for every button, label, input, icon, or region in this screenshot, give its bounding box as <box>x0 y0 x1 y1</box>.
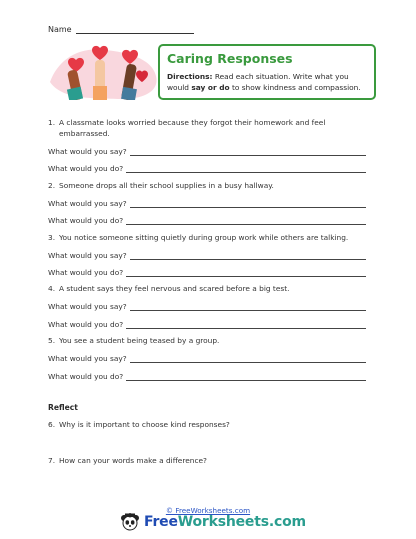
do-label: What would you do? <box>48 164 124 173</box>
name-label: Name <box>48 25 72 34</box>
question-number: 4. <box>48 284 56 293</box>
answer-say-1 <box>48 147 366 156</box>
say-label: What would you say? <box>48 147 127 156</box>
answer-do-3 <box>48 268 366 277</box>
reflect-question-7 <box>48 456 364 467</box>
say-label: What would you say? <box>48 354 127 363</box>
do-label: What would you do? <box>48 268 124 277</box>
answer-do-1 <box>48 164 366 173</box>
answer-say-3 <box>48 251 366 260</box>
reflect-heading: Reflect <box>48 403 78 412</box>
question-3 <box>48 233 364 244</box>
question-number: 7. <box>48 456 56 465</box>
say-label: What would you say? <box>48 302 127 311</box>
question-text: A student says they feel nervous and scared before a big test. <box>59 284 290 293</box>
question-text: Why is it important to choose kind responses? <box>59 420 230 429</box>
answer-do-2 <box>48 216 366 225</box>
question-1 <box>48 118 364 139</box>
title-box <box>158 44 376 100</box>
say-answer-line[interactable] <box>130 354 366 363</box>
say-label: What would you say? <box>48 251 127 260</box>
directions-emphasis: say or do <box>191 83 230 92</box>
question-number: 1. <box>48 118 56 127</box>
say-answer-line[interactable] <box>130 147 366 156</box>
brand-free: Free <box>144 514 178 530</box>
say-answer-line[interactable] <box>130 199 366 208</box>
directions-part1: Read each situation. Write what you would <box>167 72 349 92</box>
answer-say-5 <box>48 354 366 363</box>
do-answer-line[interactable] <box>126 164 366 173</box>
worksheet-title: Caring Responses <box>167 51 293 66</box>
brand-worksheets: Worksheets.com <box>177 514 306 530</box>
question-number: 5. <box>48 336 56 345</box>
directions-text <box>167 71 367 93</box>
directions-part2: to show kindness and compassion. <box>231 83 361 92</box>
do-answer-line[interactable] <box>126 216 366 225</box>
say-label: What would you say? <box>48 199 127 208</box>
do-answer-line[interactable] <box>126 320 366 329</box>
answer-say-4 <box>48 302 366 311</box>
do-label: What would you do? <box>48 216 124 225</box>
footer-copyright-link[interactable]: © FreeWorksheets.com <box>165 506 251 515</box>
answer-do-5 <box>48 372 366 381</box>
name-field[interactable] <box>76 24 194 34</box>
reflect-question-6 <box>48 420 364 431</box>
do-answer-line[interactable] <box>126 372 366 381</box>
footer-logo <box>120 513 306 531</box>
caring-hands-illustration <box>48 42 158 100</box>
question-number: 2. <box>48 181 56 190</box>
question-number: 3. <box>48 233 56 242</box>
directions-label: Directions: <box>167 72 213 81</box>
question-text: How can your words make a difference? <box>59 456 207 465</box>
do-answer-line[interactable] <box>126 268 366 277</box>
answer-say-2 <box>48 199 366 208</box>
question-4 <box>48 284 364 295</box>
brand-wordmark <box>144 514 306 530</box>
answer-do-4 <box>48 320 366 329</box>
say-answer-line[interactable] <box>130 302 366 311</box>
say-answer-line[interactable] <box>130 251 366 260</box>
question-2 <box>48 181 364 192</box>
question-text: You see a student being teased by a group. <box>59 336 220 345</box>
question-text: You notice someone sitting quietly during group work while others are talking. <box>59 233 349 242</box>
question-number: 6. <box>48 420 56 429</box>
question-text: Someone drops all their school supplies in a busy hallway. <box>59 181 274 190</box>
question-text: A classmate looks worried because they forgot their homework and feel embarrassed. <box>59 118 326 138</box>
do-label: What would you do? <box>48 372 124 381</box>
panda-mascot-icon <box>120 513 140 531</box>
question-5 <box>48 336 364 347</box>
do-label: What would you do? <box>48 320 124 329</box>
name-row <box>48 24 194 34</box>
hand-icon <box>93 60 107 100</box>
